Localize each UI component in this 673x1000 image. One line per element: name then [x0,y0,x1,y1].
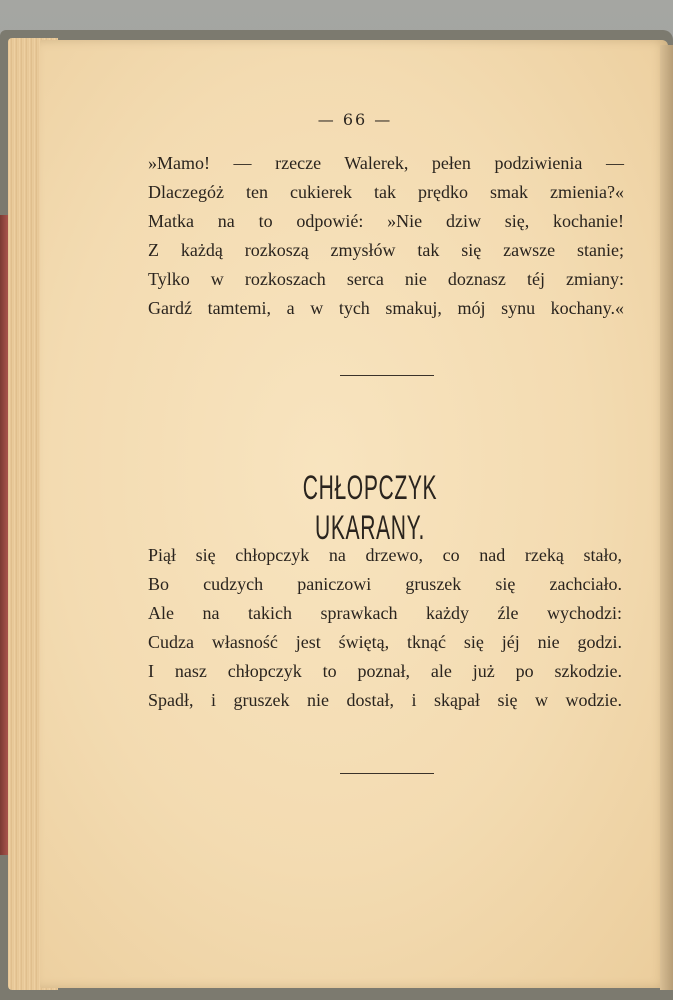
verse-line: Bo cudzych paniczowi gruszek się zachciało. [148,574,622,594]
section-divider [340,375,434,376]
page-right-edge [660,45,673,990]
verse-line: Matka na to odpowié: »Nie dziw się, kochanie! [148,211,624,231]
verse-line: Piął się chłopczyk na drzewo, co nad rzeką stało, [148,545,622,565]
verse-line: I nasz chłopczyk to poznał, ale już po szkodzie. [148,661,622,681]
verse-line: Gardź tamtemi, a w tych smakuj, mój synu kochany.« [148,298,624,318]
poem-title: CHŁOPCZYK UKARANY. [302,469,438,547]
poem-stanza-1 [148,149,624,323]
poem-stanza-2 [148,541,622,715]
verse-line: Ale na takich sprawkach każdy źle wychodzi: [148,603,622,623]
verse-line: »Mamo! — rzecze Walerek, pełen podziwienia — [148,153,624,173]
verse-line: Tylko w rozkoszach serca nie doznasz téj zmiany: [148,269,624,289]
page-number: — 66 — [317,110,393,129]
section-divider [340,773,434,774]
verse-line: Dlaczegóż ten cukierek tak prędko smak zmienia?« [148,182,624,202]
verse-line: Cudza własność jest świętą, tknąć się jéj nie godzi. [148,632,622,652]
verse-line: Spadł, i gruszek nie dostał, i skąpał się w wodzie. [148,690,622,710]
verse-line: Z każdą rozkoszą zmysłów tak się zawsze stanie; [148,240,624,260]
